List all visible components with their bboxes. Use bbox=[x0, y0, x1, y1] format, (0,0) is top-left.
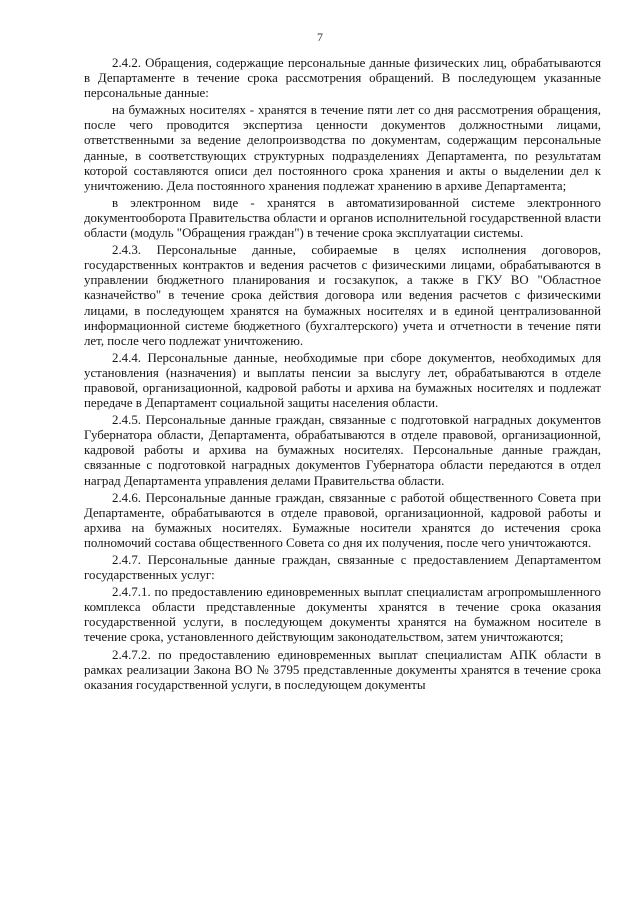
paragraph-2-4-4: 2.4.4. Персональные данные, необходимые при сборе документов, необходимых для установления (назначения) и выплаты пенсии за выслугу лет, обрабатываются в отделе правовой, организационной, кадровой работы и архива на бумажных носителях и подлежат передаче в Департамент социальной защиты населения области. bbox=[84, 350, 601, 411]
paragraph-2-4-7-1: 2.4.7.1. по предоставлению единовременных выплат специалистам агропромышленного комплекса области представленные документы хранятся в течение срока оказания государственной услуги, в последующем документы хранятся на бумажном носителе в течение срока, установленного действующим законодательством, затем уничтожаются; bbox=[84, 585, 601, 645]
paragraph-2-4-7: 2.4.7. Персональные данные граждан, связанные с предоставлением Департаментом государственных услуг: bbox=[84, 553, 601, 583]
paragraph-electronic-storage: в электронном виде - хранятся в автоматизированной системе электронного документооборота Правительства области и органов исполнительной государственной власти области (модуль "Обращения граждан") в течение срока эксплуатации системы. bbox=[84, 195, 601, 241]
paragraph-2-4-5: 2.4.5. Персональные данные граждан, связанные с подготовкой наградных документов Губернатора области, Департамента, обрабатываются в отделе правовой, организационной, кадровой работы и архива на бумажных носителях. Персональные данные граждан, связанные с подготовкой наградных документов Губернатора области передаются в отдел наград Департамента управления делами Правительства области. bbox=[84, 413, 601, 488]
paragraph-2-4-7-2: 2.4.7.2. по предоставлению единовременных выплат специалистам АПК области в рамках реализации Закона ВО № 3795 представленные документы хранятся в течение срока оказания государственной услуги, в последующем документы bbox=[84, 647, 601, 692]
page-number: 7 bbox=[317, 30, 323, 44]
paragraph-2-4-2: 2.4.2. Обращения, содержащие персональные данные физических лиц, обрабатываются в Департаменте в течение срока рассмотрения обращений. В последующем указанные персональные данные: bbox=[84, 56, 601, 101]
document-body bbox=[84, 56, 601, 693]
paragraph-2-4-3: 2.4.3. Персональные данные, собираемые в целях исполнения договоров, государственных контрактов и ведения расчетов с физическими лицами, обрабатываются в управлении бюджетного планирования и госзакупок, а также в ГКУ ВО "Областное казначейство" в течение срока действия договора или ведения расчетов с физическими лицами, в последующем хранятся на бумажных носителях и в единой централизованной информационной системе бюджетного (бухгалтерского) учета и отчетности в течение пяти лет, после чего подлежат уничтожению. bbox=[84, 243, 601, 348]
paragraph-2-4-6: 2.4.6. Персональные данные граждан, связанные с работой общественного Совета при Департаменте, обрабатываются в отделе правовой, организационной, кадровой работы и архива на бумажных носителях. Бумажные носители хранятся до истечения срока полномочий состава общественного Совета со дня их получения, после чего уничтожаются. bbox=[84, 490, 601, 550]
paragraph-paper-storage: на бумажных носителях - хранятся в течение пяти лет со дня рассмотрения обращения, после чего проводится экспертиза ценности документов должностными лицами, ответственными за ведение делопроизводства по документам, содержащим персональные данные, в соответствующих структурных подразделениях Департамента, по результатам которой составляются описи дел постоянного срока хранения и акты о выделении дел к уничтожению. Дела постоянного хранения подлежат хранению в архиве Департамента; bbox=[84, 103, 601, 193]
